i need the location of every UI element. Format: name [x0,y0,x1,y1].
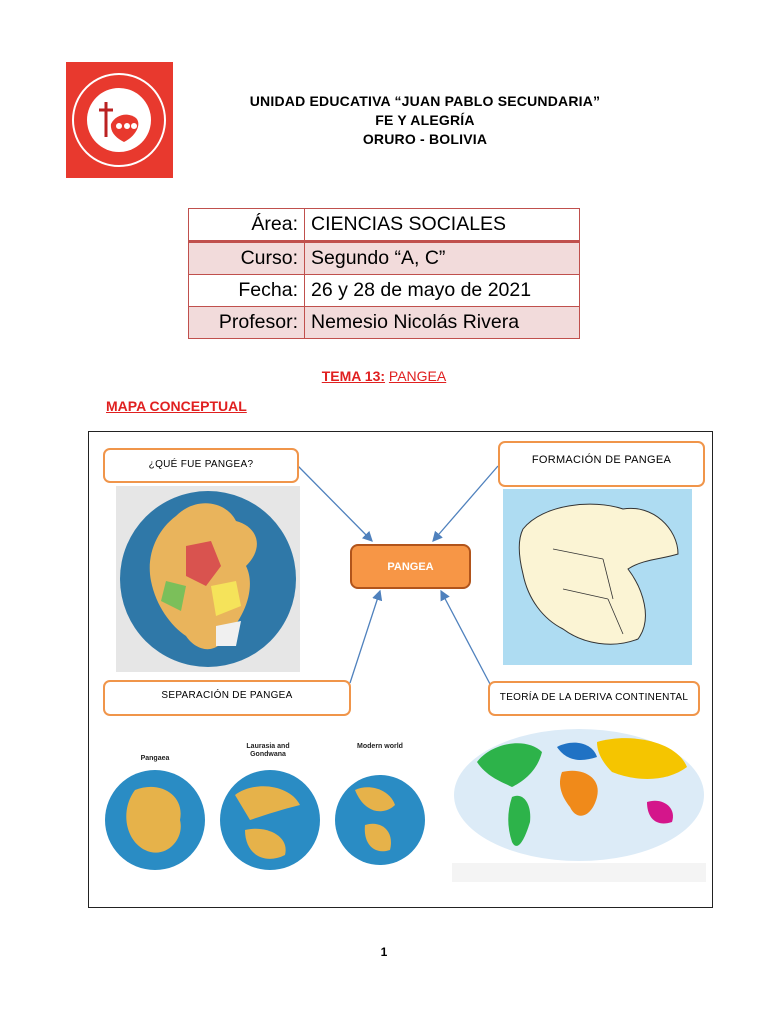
pangea-globe-image [116,486,300,672]
globe-label-modern: Modern world [357,743,403,750]
profesor-label: Profesor: [189,307,305,339]
globe-label-laurasia: Laurasia and Gondwana [246,743,290,758]
page-number: 1 [380,945,388,959]
curso-label: Curso: [189,242,305,275]
world-map-image [452,727,706,882]
question-box-separation: SEPARACIÓN DE PANGEA [103,680,351,716]
fecha-label: Fecha: [189,275,305,307]
topic-label: TEMA 13: [321,368,386,384]
area-label: Área: [189,209,305,242]
question-box-what: ¿QUÉ FUE PANGEA? [103,448,299,483]
profesor-value: Nemesio Nicolás Rivera [305,307,580,339]
school-subtitle: FE Y ALEGRÍA [375,112,475,128]
question-box-drift: TEORÍA DE LA DERIVA CONTINENTAL [488,681,700,716]
area-value: CIENCIAS SOCIALES [305,209,580,242]
fecha-value: 26 y 28 de mayo de 2021 [305,275,580,307]
school-name: UNIDAD EDUCATIVA “JUAN PABLO SECUNDARIA” [249,93,601,109]
question-box-formation: FORMACIÓN DE PANGEA [498,441,705,487]
school-location: ORURO - BOLIVIA [362,131,488,147]
section-title: MAPA CONCEPTUAL [106,398,247,414]
curso-value: Segundo “A, C” [305,242,580,275]
pangea-formation-map [503,489,692,665]
topic-title: PANGEA [388,368,447,384]
globe-label-pangaea: Pangaea [140,755,170,762]
separation-globes-image [105,765,425,880]
center-concept: PANGEA [350,544,471,589]
